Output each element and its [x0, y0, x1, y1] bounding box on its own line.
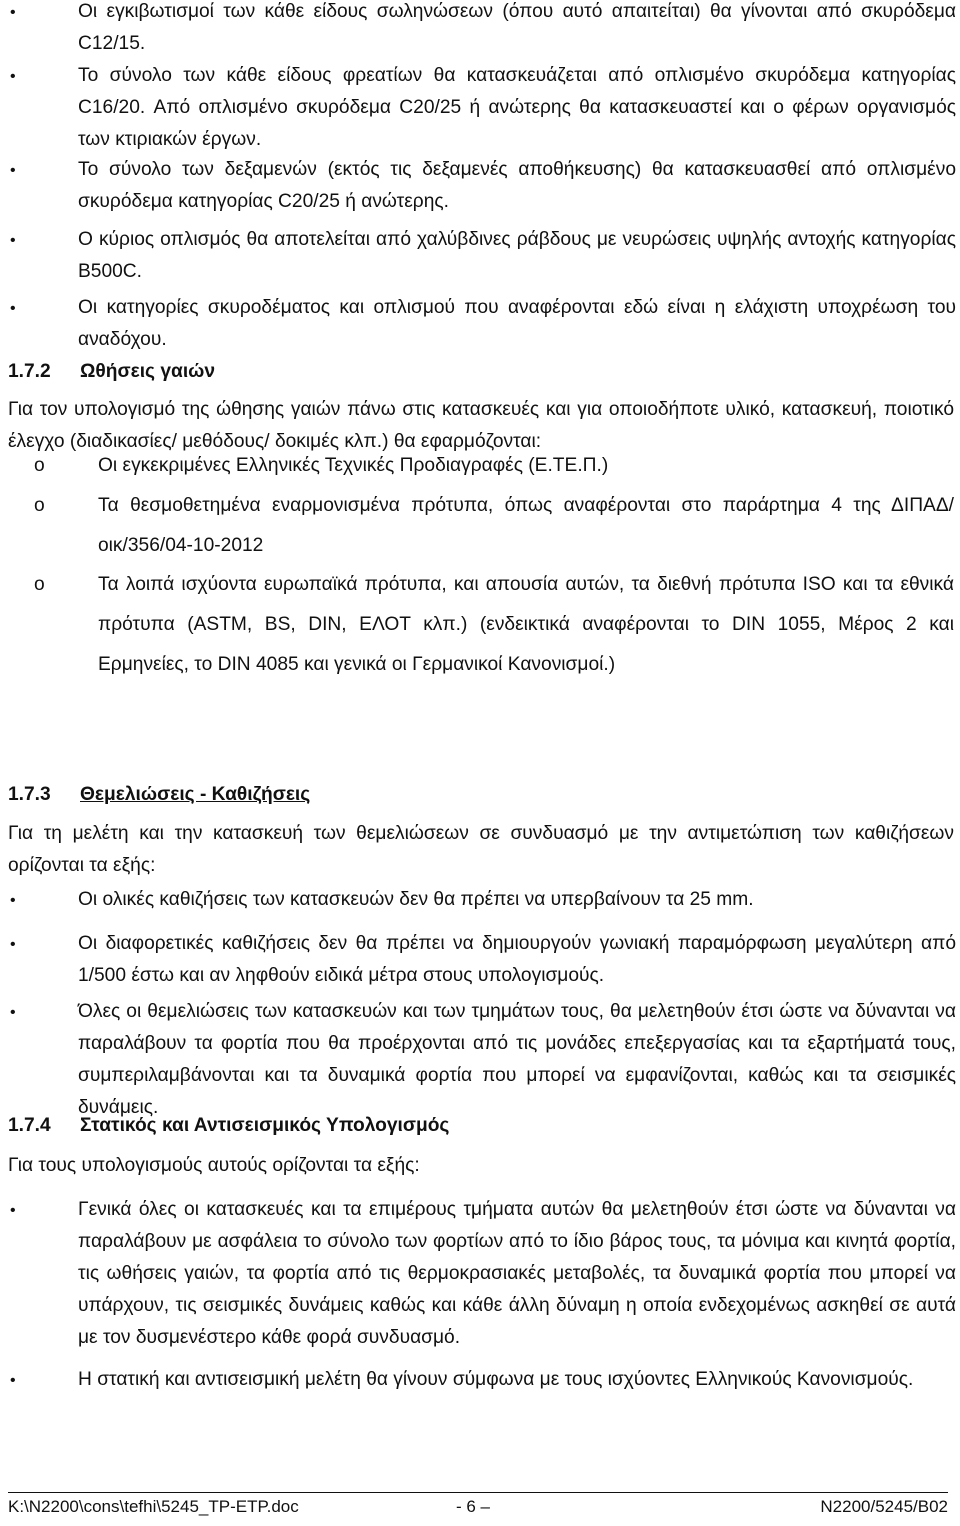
section-title: Στατικός και Αντισεισμικός Υπολογισμός — [80, 1115, 450, 1136]
section-heading-1-7-3 — [8, 779, 948, 811]
list-item-text: Οι διαφορετικές καθιζήσεις δεν θα πρέπει να δημιουργούν γωνιακή παραμόρφωση μεγαλύτερη από 1/500 έστω και αν ληφθούν ειδικά μέτρα στους υπολογισμούς. — [78, 933, 956, 986]
list-item-text: Οι εγκεκριμένες Ελληνικές Τεχνικές Προδιαγραφές (Ε.ΤΕ.Π.) — [98, 455, 609, 476]
footer-file-path: K:\N2200\cons\tefhi\5245_TP-ETP.doc — [8, 1497, 299, 1516]
page-footer — [8, 1492, 948, 1518]
list-item-text: Το σύνολο των δεξαμενών (εκτός τις δεξαμενές αποθήκευσης) θα κατασκευασθεί από οπλισμένο σκυρόδεμα κατηγορίας C20/25 ή ανώτερης. — [78, 159, 956, 212]
footer-divider — [8, 1492, 948, 1493]
section-heading-1-7-2 — [8, 356, 948, 388]
circle-marker-icon: o — [34, 495, 45, 516]
list-item-text: Οι εγκιβωτισμοί των κάθε είδους σωληνώσεων (όπου αυτό απαιτείται) θα γίνονται από σκυρόδεμα C12/15. — [78, 1, 956, 54]
list-item-text: Οι ολικές καθιζήσεις των κατασκευών δεν θα πρέπει να υπερβαίνουν τα 25 mm. — [78, 889, 754, 910]
circle-marker-icon: o — [34, 574, 45, 595]
bullet-icon: • — [10, 162, 16, 179]
bullet-icon: • — [10, 936, 16, 953]
bullet-icon: • — [10, 1202, 16, 1219]
bullet-icon: • — [10, 1372, 16, 1389]
bullet-icon: • — [10, 232, 16, 249]
footer-page-number: - 6 – — [456, 1497, 491, 1516]
section-heading-1-7-4 — [8, 1110, 948, 1142]
list-item-text: Το σύνολο των κάθε είδους φρεατίων θα κατασκευάζεται από οπλισμένο σκυρόδεμα κατηγορίας C16/20. Από οπλισμένο σκυρόδεμα C20/25 ή ανώτερης θα κατασκευαστεί και ο φέρων οργανισμός των κτιριακών έργων. — [78, 65, 956, 150]
list-item-text: Γενικά όλες οι κατασκευές και τα επιμέρους τμήματα αυτών θα μελετηθούν έτσι ώστε να δύνανται να παραλάβουν με ασφάλεια το σύνολο των φορτίων από το ίδιο βάρος τους, τα μόνιμα και κινητά φορτία, τις ωθήσεις γαιών, τα φορτία από τις θερμοκρασιακές μεταβολές, τα δυναμικά φορτία που μπορεί να υπάρχουν, τις σεισμικές δυνάμεις καθώς και κάθε άλλη δύναμη η οποία ενδεχομένως ασκηθεί σε αυτά με τον δυσμενέστερο κάθε φορά συνδυασμό. — [78, 1199, 956, 1348]
section-intro: Για τη μελέτη και την κατασκευή των θεμελιώσεων σε συνδυασμό με την αντιμετώπιση των καθιζήσεων ορίζονται τα εξής: — [8, 823, 954, 876]
section-title: Θεμελιώσεις - Καθιζήσεις — [80, 784, 311, 805]
section-intro: Για τον υπολογισμό της ώθησης γαιών πάνω στις κατασκευές και για οποιοδήποτε υλικό, κατασκευή, ποιοτικό έλεγχο (διαδικασίες/ μεθόδους/ δοκιμές κλπ.) θα εφαρμόζονται: — [8, 399, 954, 452]
list-item-text: Τα λοιπά ισχύοντα ευρωπαϊκά πρότυπα, και απουσία αυτών, τα διεθνή πρότυπα ISO και τα εθνικά πρότυπα (ASTM, BS, DIN, ΕΛΟΤ κλπ.) (ενδεικτικά αναφέρονται το DIN 1055, Μέρος 2 και Ερμηνείες, το DIN 4085 και γενικά οι Γερμανικοί Κανονισμοί.) — [98, 574, 954, 675]
bullet-icon: • — [10, 4, 16, 21]
section-number: 1.7.3 — [8, 784, 51, 805]
bullet-icon: • — [10, 892, 16, 909]
section-number: 1.7.4 — [8, 1115, 51, 1136]
list-item-text: Ο κύριος οπλισμός θα αποτελείται από χαλύβδινες ράβδους με νευρώσεις υψηλής αντοχής κατηγορίας B500C. — [78, 229, 956, 282]
section-title: Ωθήσεις γαιών — [80, 361, 216, 382]
bullet-icon: • — [10, 300, 16, 317]
list-item-text: Τα θεσμοθετημένα εναρμονισμένα πρότυπα, όπως αναφέρονται στο παράρτημα 4 της ΔΙΠΑΔ/οικ/356/04-10-2012 — [98, 495, 954, 556]
footer-document-code: N2200/5245/B02 — [820, 1497, 948, 1516]
list-item-text: Όλες οι θεμελιώσεις των κατασκευών και των τμημάτων τους, θα μελετηθούν έτσι ώστε να δύνανται να παραλάβουν τα φορτία που θα προέρχονται από τις μονάδες επεξεργασίας και τα εξαρτήματά τους, συμπεριλαμβάνονται και τα δυναμικά φορτία που μπορεί να εμφανίζονται, καθώς και τα σεισμικές δυνάμεις. — [78, 1001, 956, 1118]
bullet-icon: • — [10, 68, 16, 85]
circle-marker-icon: o — [34, 455, 45, 476]
list-item-text: Η στατική και αντισεισμική μελέτη θα γίνουν σύμφωνα με τους ισχύοντες Ελληνικούς Κανονισμούς. — [78, 1369, 914, 1390]
list-item-text: Οι κατηγορίες σκυροδέματος και οπλισμού που αναφέρονται εδώ είναι η ελάχιστη υποχρέωση του αναδόχου. — [78, 297, 956, 350]
bullet-icon: • — [10, 1004, 16, 1021]
section-number: 1.7.2 — [8, 361, 51, 382]
section-intro: Για τους υπολογισμούς αυτούς ορίζονται τα εξής: — [8, 1155, 420, 1176]
